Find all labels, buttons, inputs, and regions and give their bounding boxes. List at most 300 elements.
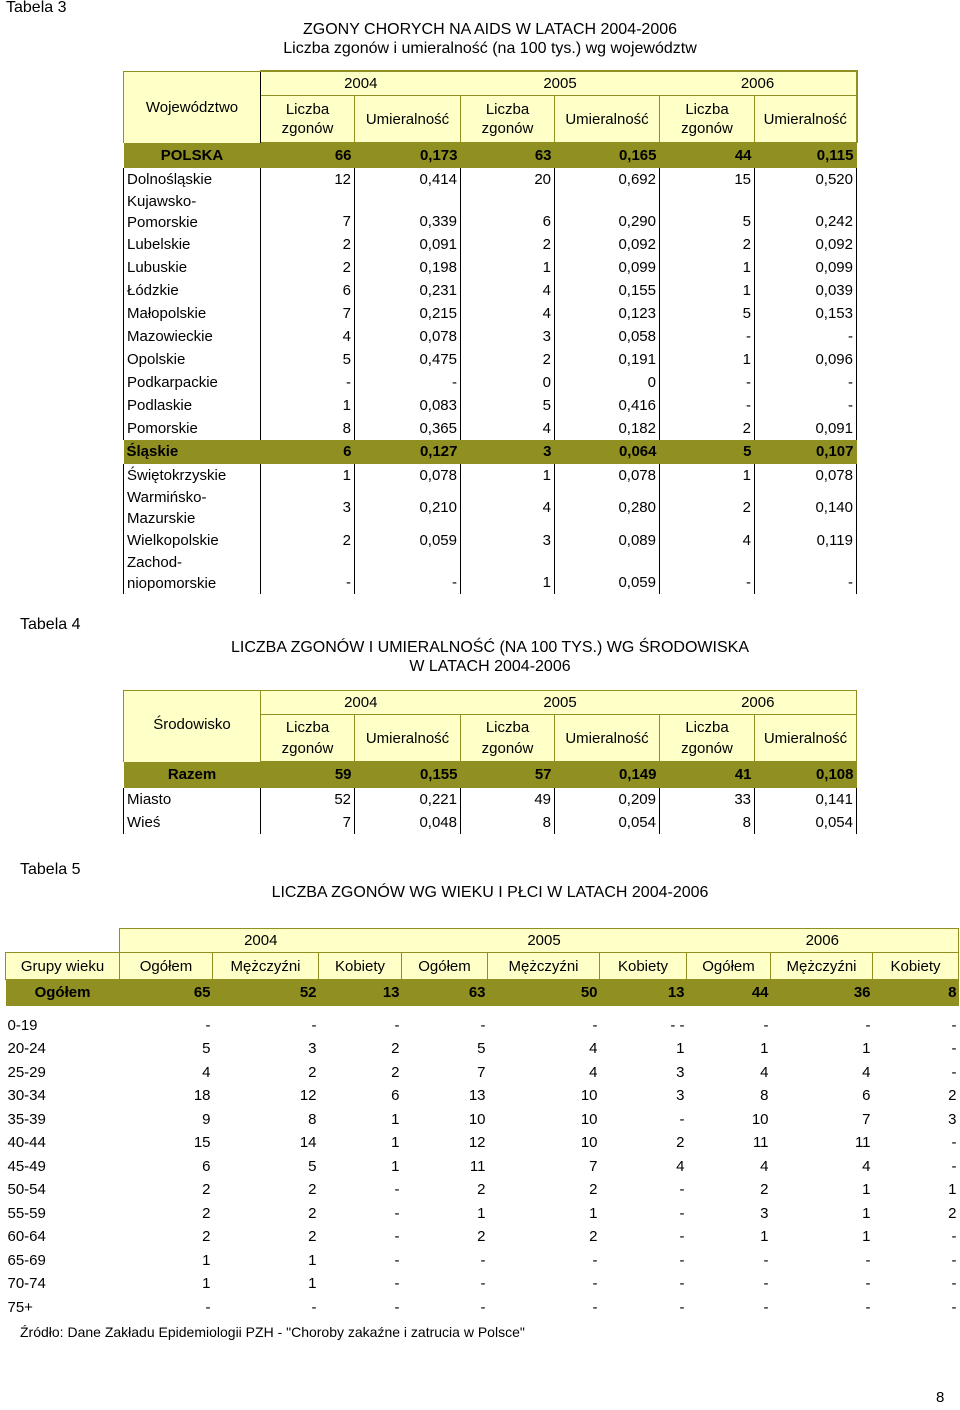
row-label: 70-74 xyxy=(7,1275,46,1293)
cell: - xyxy=(679,1298,685,1316)
cell: 2 xyxy=(308,1228,317,1246)
table-row xyxy=(6,1014,959,1038)
t3-col-region: Województwo xyxy=(124,71,261,143)
cell: 0,198 xyxy=(355,256,461,279)
cell: 7 xyxy=(261,811,355,834)
cell: 0,078 xyxy=(555,464,660,487)
cell: 0,520 xyxy=(755,168,857,191)
cell: - xyxy=(951,1157,957,1175)
t5-col-women: Kobiety xyxy=(873,953,959,980)
t5-col-total: Ogółem xyxy=(120,953,213,980)
cell: 2 xyxy=(589,1181,598,1199)
cell: - xyxy=(592,1298,598,1316)
cell: 3 xyxy=(261,487,355,529)
cell: - xyxy=(205,1016,211,1034)
cell: 2 xyxy=(461,233,555,256)
table-row xyxy=(124,788,857,811)
table-row xyxy=(6,1249,959,1273)
spacer xyxy=(6,929,120,953)
cell: - xyxy=(679,1228,685,1246)
cell: - xyxy=(355,371,461,394)
cell: 2 xyxy=(308,1204,317,1222)
cell: - xyxy=(755,325,857,348)
cell: - xyxy=(951,1298,957,1316)
cell: 0,414 xyxy=(355,168,461,191)
cell: 5 xyxy=(660,302,755,325)
cell: 3 xyxy=(760,1204,769,1222)
t3-title-line1: ZGONY CHORYCH NA AIDS W LATACH 2004-2006 xyxy=(302,21,678,38)
t3-col-rate: Umieralność xyxy=(355,96,461,143)
cell: 0,155 xyxy=(419,766,458,784)
row-label: Świętokrzyskie xyxy=(124,464,261,487)
cell: 10 xyxy=(580,1087,598,1105)
cell: 4 xyxy=(461,487,555,529)
cell: - xyxy=(951,1040,957,1058)
spacer xyxy=(6,1006,959,1014)
row-label: Łódzkie xyxy=(124,279,261,302)
table-row xyxy=(6,1272,959,1296)
cell: 1 xyxy=(202,1275,211,1293)
cell: 0,155 xyxy=(555,279,660,302)
cell: 1 xyxy=(660,348,755,371)
spacer-row xyxy=(6,1006,959,1014)
cell: 1 xyxy=(660,256,755,279)
cell: - xyxy=(592,1275,598,1293)
row-label: 35-39 xyxy=(7,1110,46,1128)
cell: 0,078 xyxy=(355,464,461,487)
cell: 5 xyxy=(308,1157,317,1175)
cell: 3 xyxy=(461,529,555,552)
row-label-part: Mazurskie xyxy=(127,509,196,527)
row-label: POLSKA xyxy=(160,146,224,164)
source-note: Źródło: Dane Zakładu Epidemiologii PZH - "Choroby zakaźne i zatrucia w Polsce" xyxy=(20,1324,525,1340)
cell: 1 xyxy=(660,464,755,487)
table-row xyxy=(6,1108,959,1132)
cell: 0,149 xyxy=(618,766,657,784)
row-label xyxy=(124,552,261,594)
cell: 2 xyxy=(391,1063,400,1081)
t3-col-count: Liczba zgonów xyxy=(461,96,555,143)
row-label xyxy=(124,191,261,233)
cell: 3 xyxy=(948,1110,957,1128)
cell: 0,054 xyxy=(755,811,857,834)
cell: - xyxy=(951,1016,957,1034)
cell: - xyxy=(660,394,755,417)
cell: 44 xyxy=(734,146,752,164)
row-label: 40-44 xyxy=(7,1134,46,1152)
cell: 1 xyxy=(862,1040,871,1058)
row-label: Wielkopolskie xyxy=(124,529,261,552)
table-row xyxy=(124,552,857,594)
cell: 2 xyxy=(477,1181,486,1199)
cell: 1 xyxy=(589,1204,598,1222)
t4-year-2006: 2006 xyxy=(660,691,857,715)
t3-year-2006: 2006 xyxy=(660,71,857,96)
cell: 2 xyxy=(202,1181,211,1199)
cell: 0,339 xyxy=(355,191,461,233)
cell: 5 xyxy=(743,443,752,460)
cell: - xyxy=(679,1110,685,1128)
cell: 7 xyxy=(261,302,355,325)
cell: 4 xyxy=(676,1157,685,1175)
cell: - xyxy=(480,1275,486,1293)
cell: - xyxy=(311,1298,317,1316)
row-label-part: niopomorskie xyxy=(127,574,217,592)
t4-col-rate: Umieralność xyxy=(555,715,660,762)
row-label: Mazowieckie xyxy=(124,325,261,348)
cell: 4 xyxy=(202,1063,211,1081)
cell: 0,221 xyxy=(355,788,461,811)
cell: 0,165 xyxy=(618,146,657,164)
cell: 13 xyxy=(667,984,685,1002)
cell: 0 xyxy=(555,371,660,394)
cell: - xyxy=(951,1063,957,1081)
cell: 2 xyxy=(760,1181,769,1199)
cell: 0,054 xyxy=(555,811,660,834)
cell: 3 xyxy=(676,1063,685,1081)
table-row xyxy=(124,191,857,233)
cell: 10 xyxy=(468,1110,486,1128)
table-row xyxy=(124,464,857,487)
row-label: 20-24 xyxy=(7,1040,46,1058)
row-label: 60-64 xyxy=(7,1228,46,1246)
cell: 4 xyxy=(760,1157,769,1175)
cell: 1 xyxy=(261,464,355,487)
cell: 4 xyxy=(862,1063,871,1081)
cell: 0,039 xyxy=(755,279,857,302)
cell: 1 xyxy=(461,256,555,279)
cell: - xyxy=(951,1228,957,1246)
cell: 1 xyxy=(308,1251,317,1269)
table-row xyxy=(124,233,857,256)
cell: 12 xyxy=(468,1134,486,1152)
row-label: Śląskie xyxy=(126,443,179,460)
tabela4-label: Tabela 4 xyxy=(20,616,81,633)
cell: 0,058 xyxy=(555,325,660,348)
t5-total-row xyxy=(6,980,959,1006)
cell: 36 xyxy=(853,984,871,1002)
cell: 2 xyxy=(308,1181,317,1199)
cell: 5 xyxy=(461,394,555,417)
t4-col-env: Środowisko xyxy=(124,691,261,762)
cell: 4 xyxy=(461,279,555,302)
tabela3-label: Tabela 3 xyxy=(6,0,67,16)
table-row xyxy=(6,1178,959,1202)
cell: 8 xyxy=(660,811,755,834)
cell: 0,692 xyxy=(555,168,660,191)
t5-year-2006: 2006 xyxy=(687,929,959,953)
table-row-highlighted xyxy=(124,440,857,464)
cell: 7 xyxy=(589,1157,598,1175)
cell: 1 xyxy=(862,1228,871,1246)
cell: 10 xyxy=(580,1134,598,1152)
cell: - xyxy=(679,1204,685,1222)
cell: 0,365 xyxy=(355,417,461,440)
cell: 0,083 xyxy=(355,394,461,417)
cell: 12 xyxy=(261,168,355,191)
cell: - xyxy=(763,1016,769,1034)
cell: 20 xyxy=(461,168,555,191)
cell: 8 xyxy=(261,417,355,440)
t4-year-2005: 2005 xyxy=(461,691,660,715)
cell: - xyxy=(480,1016,486,1034)
cell: - xyxy=(755,552,857,594)
cell: 1 xyxy=(261,394,355,417)
cell: 2 xyxy=(391,1040,400,1058)
cell: 2 xyxy=(261,256,355,279)
table-deaths-by-age-sex xyxy=(5,928,959,1319)
cell: 7 xyxy=(261,191,355,233)
cell: 0,108 xyxy=(815,766,854,784)
cell: 2 xyxy=(461,348,555,371)
cell: 12 xyxy=(299,1087,317,1105)
t3-title-line2: Liczba zgonów i umieralność (na 100 tys.) wg województw xyxy=(283,40,697,57)
cell: 2 xyxy=(308,1063,317,1081)
row-label: 50-54 xyxy=(7,1181,46,1199)
row-label: Ogółem xyxy=(34,984,91,1002)
cell: 0,078 xyxy=(755,464,857,487)
row-label: Małopolskie xyxy=(124,302,261,325)
cell: - xyxy=(480,1298,486,1316)
t3-col-rate: Umieralność xyxy=(755,96,857,143)
cell: 5 xyxy=(202,1040,211,1058)
cell: 0,242 xyxy=(755,191,857,233)
cell: 11 xyxy=(752,1134,769,1152)
t5-body xyxy=(6,1014,959,1320)
cell: - xyxy=(679,1275,685,1293)
table-row xyxy=(124,302,857,325)
cell: - xyxy=(394,1275,400,1293)
cell: - xyxy=(755,371,857,394)
table-row xyxy=(124,811,857,834)
cell: 1 xyxy=(760,1040,769,1058)
cell: - xyxy=(394,1181,400,1199)
cell: - xyxy=(763,1298,769,1316)
table-row xyxy=(124,325,857,348)
cell: 0,089 xyxy=(555,529,660,552)
cell: - xyxy=(865,1251,871,1269)
table-row xyxy=(124,348,857,371)
cell: - xyxy=(865,1016,871,1034)
cell: 6 xyxy=(261,279,355,302)
t4-title-line1: LICZBA ZGONÓW I UMIERALNOŚĆ (NA 100 TYS.) WG ŚRODOWISKA xyxy=(230,639,749,656)
cell: 4 xyxy=(261,325,355,348)
row-label: Wieś xyxy=(124,811,261,834)
cell: 0,091 xyxy=(355,233,461,256)
cell: 2 xyxy=(261,529,355,552)
row-label: 45-49 xyxy=(7,1157,46,1175)
table-row xyxy=(124,256,857,279)
row-label: 55-59 xyxy=(7,1204,46,1222)
cell: - xyxy=(865,1275,871,1293)
cell: 8 xyxy=(308,1110,317,1128)
cell: 0 xyxy=(461,371,555,394)
cell: 0,115 xyxy=(816,146,854,164)
t4-title xyxy=(150,638,830,676)
cell: 3 xyxy=(308,1040,317,1058)
cell: 2 xyxy=(477,1228,486,1246)
cell: 0,092 xyxy=(755,233,857,256)
table-row xyxy=(124,417,857,440)
row-label: Razem xyxy=(167,766,217,783)
cell: 49 xyxy=(461,788,555,811)
table-deaths-by-environment xyxy=(123,690,857,834)
row-label: Podkarpackie xyxy=(124,371,261,394)
cell: 4 xyxy=(461,302,555,325)
cell: 0,048 xyxy=(355,811,461,834)
cell: - xyxy=(311,1016,317,1034)
cell: 0,092 xyxy=(555,233,660,256)
cell: 15 xyxy=(193,1134,211,1152)
cell: - xyxy=(394,1251,400,1269)
cell: - xyxy=(205,1298,211,1316)
cell: 2 xyxy=(589,1228,598,1246)
table-row xyxy=(124,168,857,191)
cell: 0,059 xyxy=(555,552,660,594)
cell: 0,127 xyxy=(419,443,458,460)
cell: 14 xyxy=(299,1134,317,1152)
row-label: 30-34 xyxy=(7,1087,46,1105)
row-label-part: Warmińsko- xyxy=(127,488,207,506)
t5-col-total: Ogółem xyxy=(402,953,488,980)
cell: 0,141 xyxy=(755,788,857,811)
cell: 1 xyxy=(391,1110,400,1128)
cell: 13 xyxy=(468,1087,486,1105)
cell: 4 xyxy=(660,529,755,552)
cell: 0,099 xyxy=(755,256,857,279)
cell: 3 xyxy=(543,443,552,460)
t4-col-count: Liczba zgonów xyxy=(461,715,555,762)
table-row xyxy=(6,1084,959,1108)
cell: 0,091 xyxy=(755,417,857,440)
cell: 0,107 xyxy=(815,443,854,460)
cell: 44 xyxy=(751,984,769,1002)
cell: - xyxy=(951,1251,957,1269)
cell: 5 xyxy=(660,191,755,233)
cell: - xyxy=(394,1204,400,1222)
cell: 0,182 xyxy=(555,417,660,440)
cell: - xyxy=(394,1228,400,1246)
cell: 0,416 xyxy=(555,394,660,417)
cell: 0,078 xyxy=(355,325,461,348)
row-label-part: Kujawsko- xyxy=(127,192,197,210)
cell: - xyxy=(355,552,461,594)
cell: - xyxy=(592,1016,598,1034)
table-row xyxy=(124,394,857,417)
t5-col-women: Kobiety xyxy=(600,953,687,980)
cell: - xyxy=(394,1016,400,1034)
cell: - - xyxy=(670,1016,685,1034)
cell: 6 xyxy=(343,443,352,460)
cell: 7 xyxy=(477,1063,486,1081)
cell: - xyxy=(592,1251,598,1269)
table-row xyxy=(6,1155,959,1179)
cell: 4 xyxy=(862,1157,871,1175)
cell: - xyxy=(951,1134,957,1152)
cell: 63 xyxy=(534,146,552,164)
cell: 1 xyxy=(676,1040,685,1058)
row-label: Lubelskie xyxy=(124,233,261,256)
row-label xyxy=(124,487,261,529)
cell: - xyxy=(755,394,857,417)
t4-title-line2: W LATACH 2004-2006 xyxy=(409,658,571,675)
t3-year-2004: 2004 xyxy=(261,71,461,96)
t4-col-count: Liczba zgonów xyxy=(261,715,355,762)
cell: - xyxy=(261,552,355,594)
row-label: Podlaskie xyxy=(124,394,261,417)
cell: 1 xyxy=(202,1251,211,1269)
cell: 0,280 xyxy=(555,487,660,529)
row-label: 25-29 xyxy=(7,1063,46,1081)
t5-col-men: Mężczyźni xyxy=(213,953,319,980)
cell: 2 xyxy=(660,487,755,529)
cell: - xyxy=(679,1181,685,1199)
cell: 1 xyxy=(477,1204,486,1222)
t4-col-rate: Umieralność xyxy=(355,715,461,762)
table-row xyxy=(6,1037,959,1061)
table-row xyxy=(124,371,857,394)
t4-col-rate: Umieralność xyxy=(755,715,857,762)
cell: 2 xyxy=(676,1134,685,1152)
row-label: Miasto xyxy=(124,788,261,811)
cell: 0,209 xyxy=(555,788,660,811)
cell: 11 xyxy=(469,1157,486,1175)
t5-year-2004: 2004 xyxy=(120,929,402,953)
cell: 1 xyxy=(461,464,555,487)
table-row xyxy=(6,1202,959,1226)
cell: 8 xyxy=(760,1087,769,1105)
cell: 1 xyxy=(391,1134,400,1152)
cell: 1 xyxy=(862,1181,871,1199)
cell: 2 xyxy=(261,233,355,256)
cell: 0,153 xyxy=(755,302,857,325)
cell: 50 xyxy=(580,984,598,1002)
cell: 4 xyxy=(589,1040,598,1058)
cell: 9 xyxy=(202,1110,211,1128)
cell: - xyxy=(865,1298,871,1316)
row-label: 75+ xyxy=(7,1298,33,1316)
cell: 63 xyxy=(468,984,486,1002)
cell: 2 xyxy=(948,1204,957,1222)
t4-year-2004: 2004 xyxy=(261,691,461,715)
cell: 1 xyxy=(862,1204,871,1222)
t4-total-row xyxy=(124,762,857,788)
cell: 0,140 xyxy=(755,487,857,529)
cell: 52 xyxy=(299,984,317,1002)
cell: - xyxy=(261,371,355,394)
cell: - xyxy=(660,325,755,348)
t5-title: LICZBA ZGONÓW WG WIEKU I PŁCI W LATACH 2004-2006 xyxy=(271,884,709,901)
t3-total-row xyxy=(124,143,857,168)
t5-col-men: Mężczyźni xyxy=(488,953,600,980)
cell: 1 xyxy=(308,1275,317,1293)
t3-col-rate: Umieralność xyxy=(555,96,660,143)
cell: 0,096 xyxy=(755,348,857,371)
cell: - xyxy=(660,371,755,394)
row-label: 0-19 xyxy=(7,1016,38,1034)
table-deaths-by-voivodeship xyxy=(123,70,858,594)
cell: 1 xyxy=(660,279,755,302)
page-number: 8 xyxy=(936,1389,945,1406)
table-row xyxy=(124,279,857,302)
cell: - xyxy=(660,552,755,594)
t3-col-count: Liczba zgonów xyxy=(660,96,755,143)
cell: 2 xyxy=(660,417,755,440)
table-row xyxy=(6,1225,959,1249)
cell: 0,173 xyxy=(419,146,458,164)
row-label: Dolnośląskie xyxy=(124,168,261,191)
cell: 52 xyxy=(261,788,355,811)
